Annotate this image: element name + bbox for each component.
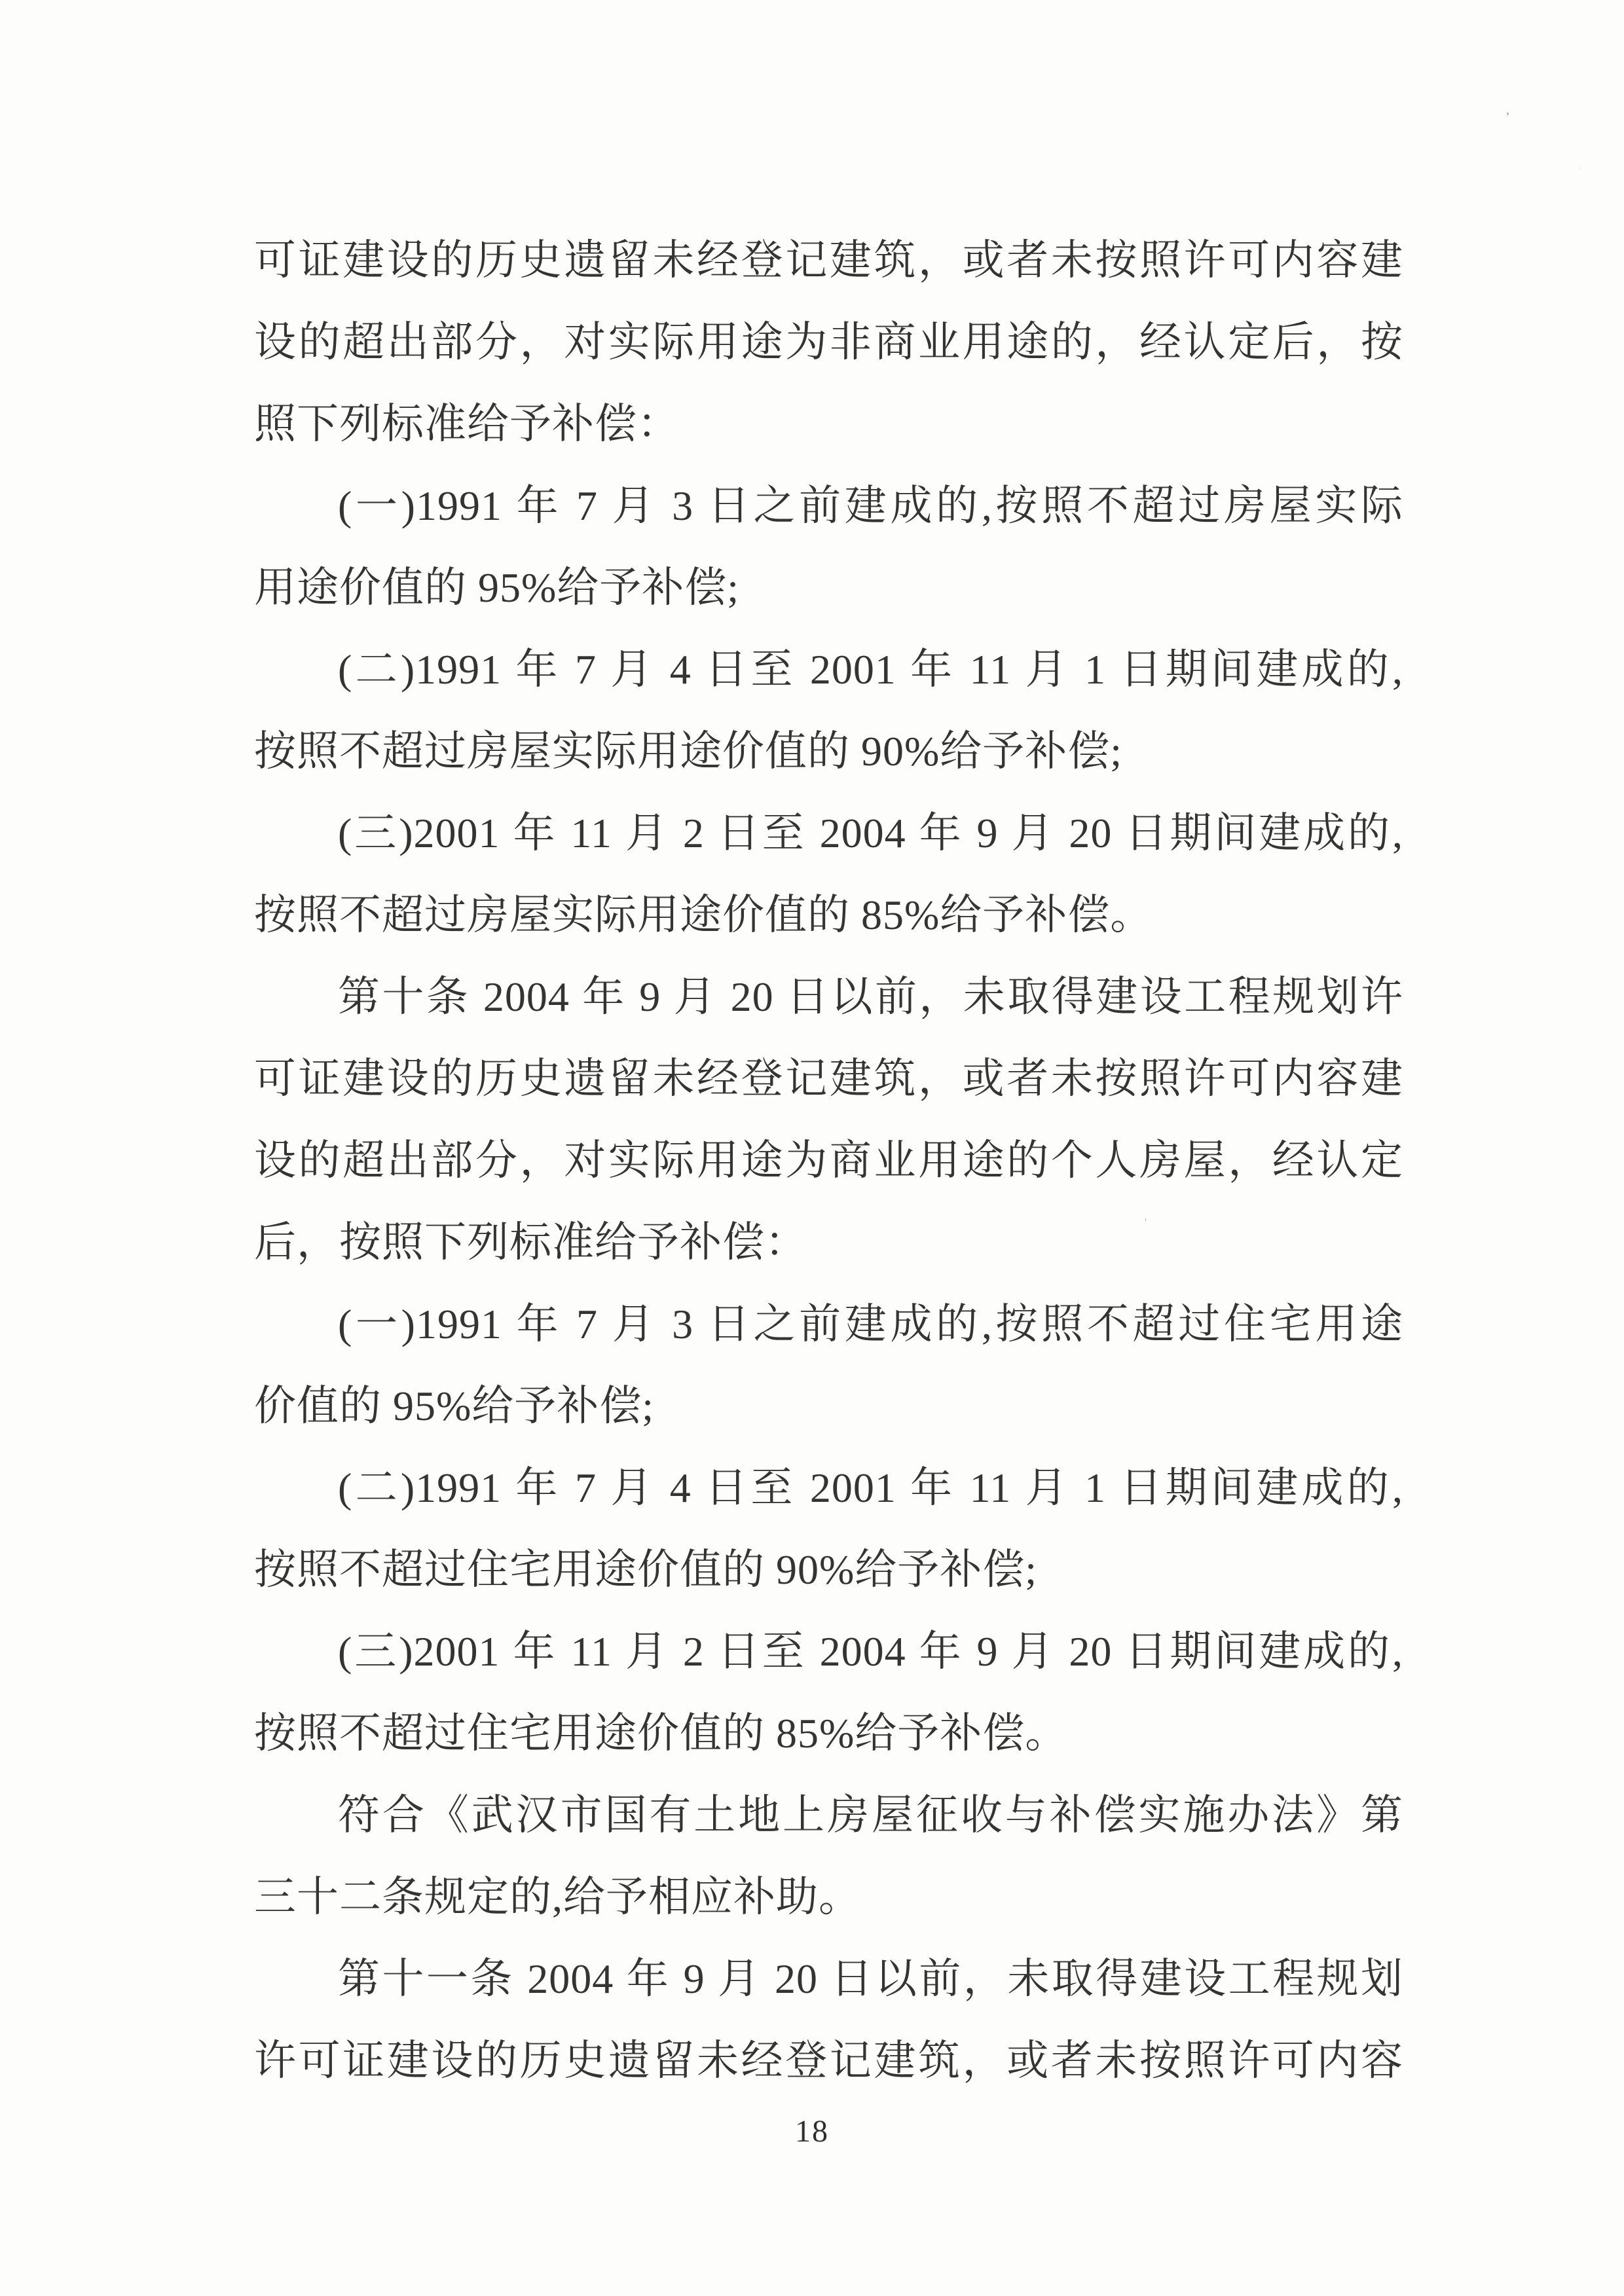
text-line: 按照不超过房屋实际用途价值的 85%给予补偿。 [254, 892, 1153, 938]
text-line: 设的超出部分，对实际用途为商业用途的个人房屋，经认定 [254, 1137, 1403, 1184]
text-line: 用途价值的 95%给予补偿; [254, 564, 740, 611]
text-line: 按照不超过房屋实际用途价值的 90%给予补偿; [254, 728, 1123, 774]
text-line: 三十二条规定的,给予相应补助。 [254, 1874, 861, 1920]
text-line: (一)1991 年 7 月 3 日之前建成的,按照不超过住宅用途 [338, 1301, 1403, 1347]
text-line: 照下列标准给予补偿： [254, 401, 680, 447]
scan-speck: · [1578, 163, 1581, 173]
text-line: 设的超出部分，对实际用途为非商业用途的，经认定后，按 [254, 319, 1403, 365]
text-line: 第十一条 2004 年 9 月 20 日以前，未取得建设工程规划 [338, 1956, 1403, 2002]
text-line: 第十条 2004 年 9 月 20 日以前，未取得建设工程规划许 [338, 974, 1403, 1020]
text-line: 按照不超过住宅用途价值的 90%给予补偿; [254, 1546, 1038, 1593]
text-line: (三)2001 年 11 月 2 日至 2004 年 9 月 20 日期间建成的, [338, 1628, 1403, 1675]
text-line: 价值的 95%给予补偿; [254, 1383, 655, 1429]
text-line: (二)1991 年 7 月 4 日至 2001 年 11 月 1 日期间建成的, [338, 646, 1403, 693]
text-line: 后，按照下列标准给予补偿： [254, 1219, 807, 1266]
scan-speck: ' [1145, 1217, 1147, 1228]
text-line: 按照不超过住宅用途价值的 85%给予补偿。 [254, 1710, 1068, 1757]
document-body [254, 219, 1403, 2102]
page-number: 18 [795, 2114, 829, 2149]
scan-speck: , [1506, 103, 1509, 117]
text-line: (二)1991 年 7 月 4 日至 2001 年 11 月 1 日期间建成的, [338, 1465, 1403, 1511]
text-line: (三)2001 年 11 月 2 日至 2004 年 9 月 20 日期间建成的, [338, 810, 1403, 856]
text-line: 许可证建设的历史遗留未经登记建筑，或者未按照许可内容 [254, 2037, 1403, 2084]
text-line: (一)1991 年 7 月 3 日之前建成的,按照不超过房屋实际 [338, 483, 1403, 529]
text-line: 符合《武汉市国有土地上房屋征收与补偿实施办法》第 [338, 1792, 1403, 1838]
text-line: 可证建设的历史遗留未经登记建筑，或者未按照许可内容建 [254, 1055, 1403, 1102]
text-line: 可证建设的历史遗留未经登记建筑，或者未按照许可内容建 [254, 237, 1403, 283]
